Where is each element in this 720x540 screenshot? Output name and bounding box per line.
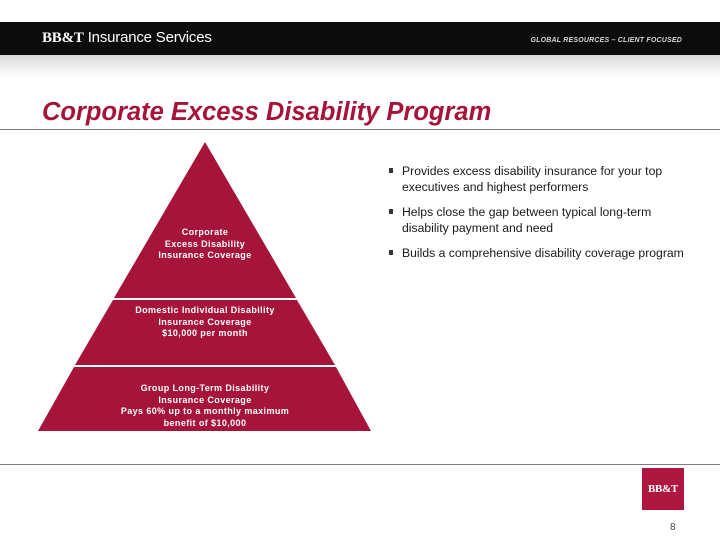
footer-logo-text: BB&T bbox=[648, 483, 678, 495]
service-name: Insurance Services bbox=[87, 29, 212, 46]
middle-label-line: $10,000 per month bbox=[162, 328, 248, 338]
page-title: Corporate Excess Disability Program bbox=[42, 98, 492, 126]
benefit-item: Provides excess disability insurance for your top executives and highest performers bbox=[388, 163, 698, 195]
pyramid-tier-top bbox=[114, 142, 296, 298]
pyramid-top-label bbox=[145, 227, 265, 262]
pyramid-bottom-label bbox=[90, 383, 320, 429]
benefit-item: Builds a comprehensive disability coverage program bbox=[388, 245, 698, 261]
top-label-line: Excess Disability bbox=[164, 238, 246, 249]
middle-label-line: Insurance Coverage bbox=[158, 316, 252, 327]
page-number: 8 bbox=[670, 522, 676, 533]
bottom-label-line: benefit of $10,000 bbox=[163, 417, 247, 428]
bottom-label-line: Pays 60% up to a monthly maximum bbox=[120, 406, 290, 416]
footer-logo bbox=[642, 468, 684, 510]
bottom-label-line: Insurance Coverage bbox=[158, 394, 252, 405]
pyramid-middle-label bbox=[105, 305, 305, 340]
top-label-line: Insurance Coverage bbox=[158, 250, 252, 260]
brand-name: BB&T bbox=[42, 30, 84, 46]
benefit-item: Helps close the gap between typical long-term disability payment and need bbox=[388, 204, 698, 236]
middle-label-line: Domestic Individual Disability bbox=[135, 305, 275, 315]
footer-divider bbox=[0, 464, 720, 465]
tagline: GLOBAL RESOURCES – CLIENT FOCUSED bbox=[530, 37, 682, 44]
benefits-list bbox=[388, 163, 698, 270]
bottom-label-line: Group Long-Term Disability bbox=[140, 383, 270, 393]
top-label-line: Corporate bbox=[181, 227, 229, 237]
